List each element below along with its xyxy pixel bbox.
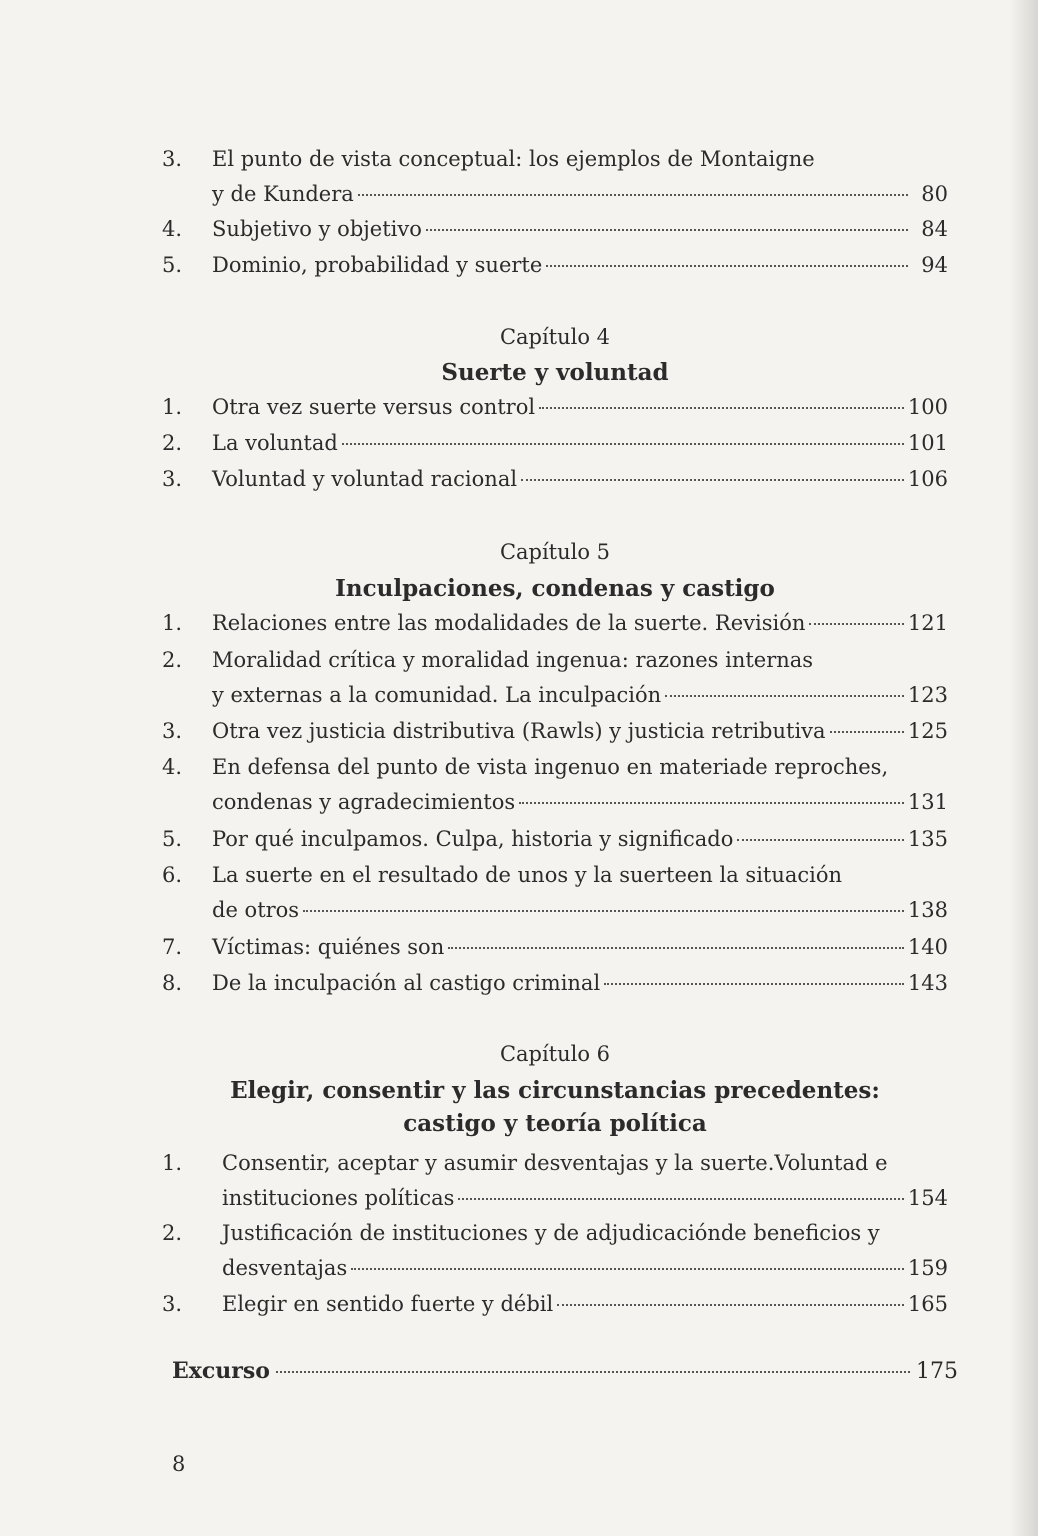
entry-text: desventajas — [222, 1256, 348, 1280]
dot-leader — [342, 443, 904, 445]
entry-number: 2. — [162, 1221, 183, 1245]
page-gutter-shadow — [1010, 0, 1038, 1536]
page-number: 138 — [907, 898, 948, 922]
entry-text: de otros — [212, 898, 300, 922]
dot-leader — [276, 1371, 910, 1373]
entry-text: Dominio, probabilidad y suerte — [212, 253, 543, 277]
entry-text: Moralidad crítica y moralidad ingenua: razones internas — [212, 648, 814, 672]
entry-text: La voluntad — [212, 431, 338, 455]
entry-text: y de Kundera — [212, 182, 354, 206]
entry-number: 6. — [162, 863, 183, 887]
entry-number: 8. — [162, 971, 183, 995]
page-number: 125 — [907, 719, 948, 743]
page-number: 106 — [907, 467, 948, 491]
entry-number: 3. — [162, 719, 183, 743]
page-number: 84 — [921, 217, 948, 241]
dot-leader — [809, 623, 904, 625]
page-number: 101 — [907, 431, 948, 455]
page-number: 154 — [907, 1186, 948, 1210]
entry-number: 3. — [162, 1292, 183, 1316]
entry-text: De la inculpación al castigo criminal — [212, 971, 601, 995]
entry-number: 4. — [162, 755, 183, 779]
chapter-title: Suerte y voluntad — [441, 359, 669, 386]
page-number: 131 — [907, 790, 948, 814]
entry-text: Por qué inculpamos. Culpa, historia y significado — [212, 827, 734, 851]
entry-text: La suerte en el resultado de unos y la suerteen la situación — [212, 863, 843, 887]
entry-text: Víctimas: quiénes son — [212, 935, 445, 959]
folio-page-number: 8 — [172, 1452, 186, 1476]
dot-leader — [521, 479, 904, 481]
chapter-title: Inculpaciones, condenas y castigo — [335, 575, 775, 602]
dot-leader — [351, 1268, 904, 1270]
page-number: 80 — [921, 182, 948, 206]
page-number: 135 — [907, 827, 948, 851]
entry-text: Consentir, aceptar y asumir desventajas y la suerte.Voluntad e — [222, 1151, 888, 1175]
entry-text: Elegir en sentido fuerte y débil — [222, 1292, 554, 1316]
chapter-label: Capítulo 6 — [499, 1042, 611, 1066]
page-number: 175 — [916, 1359, 958, 1384]
page-number: 165 — [907, 1292, 948, 1316]
dot-leader — [519, 802, 904, 804]
entry-text: En defensa del punto de vista ingenuo en materiade reproches, — [212, 755, 889, 779]
dot-leader — [458, 1198, 904, 1200]
entry-text: condenas y agradecimientos — [212, 790, 516, 814]
page-number: 94 — [921, 253, 948, 277]
chapter-title — [162, 1074, 948, 1140]
entry-number: 2. — [162, 648, 183, 672]
dot-leader — [546, 265, 908, 267]
entry-number: 2. — [162, 431, 183, 455]
entry-text: Voluntad y voluntad racional — [212, 467, 518, 491]
dot-leader — [830, 731, 904, 733]
entry-text: El punto de vista conceptual: los ejemplos de Montaigne — [212, 147, 815, 171]
page-number: 100 — [907, 395, 948, 419]
dot-leader — [426, 229, 908, 231]
entry-number: 3. — [162, 147, 183, 171]
excurso-label: Excurso — [172, 1358, 270, 1384]
excurso-entry — [172, 1358, 958, 1384]
dot-leader — [358, 194, 908, 196]
entry-number: 4. — [162, 217, 183, 241]
entry-number: 5. — [162, 827, 183, 851]
chapter-title-line: castigo y teoría política — [403, 1110, 707, 1137]
entry-text: Justificación de instituciones y de adjudicaciónde beneficios y — [222, 1221, 880, 1245]
entry-number: 7. — [162, 935, 183, 959]
entry-text: Otra vez justicia distributiva (Rawls) y justicia retributiva — [212, 719, 826, 743]
page-number: 140 — [907, 935, 948, 959]
entry-text: instituciones políticas — [222, 1186, 455, 1210]
page-number: 143 — [907, 971, 948, 995]
entry-text: y externas a la comunidad. La inculpación — [212, 683, 662, 707]
dot-leader — [539, 407, 904, 409]
entry-text: Relaciones entre las modalidades de la suerte. Revisión — [212, 611, 806, 635]
dot-leader — [557, 1304, 904, 1306]
entry-number: 5. — [162, 253, 183, 277]
chapter-label: Capítulo 5 — [499, 540, 611, 564]
chapter-title-line: Elegir, consentir y las circunstancias precedentes: — [230, 1077, 880, 1104]
page-number: 123 — [907, 683, 948, 707]
dot-leader — [303, 910, 904, 912]
dot-leader — [604, 983, 904, 985]
dot-leader — [448, 947, 904, 949]
entry-number: 1. — [162, 611, 183, 635]
entry-text: Subjetivo y objetivo — [212, 217, 422, 241]
entry-number: 3. — [162, 467, 183, 491]
entry-text: Otra vez suerte versus control — [212, 395, 536, 419]
page-number: 121 — [907, 611, 948, 635]
page-number: 159 — [907, 1256, 948, 1280]
chapter-label: Capítulo 4 — [499, 325, 611, 349]
entry-number: 1. — [162, 395, 183, 419]
dot-leader — [665, 695, 904, 697]
entry-number: 1. — [162, 1151, 183, 1175]
dot-leader — [737, 839, 904, 841]
